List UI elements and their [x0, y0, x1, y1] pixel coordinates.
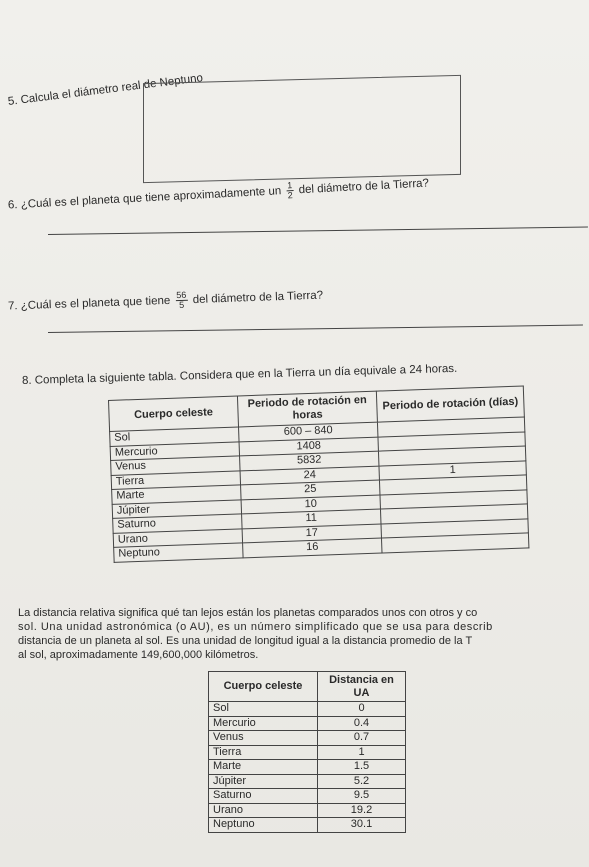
body-name-cell: Venus [209, 731, 318, 746]
body-name-cell: Marte [209, 760, 318, 775]
hours-cell: 1408 [239, 437, 378, 456]
days-cell[interactable]: 1 [379, 460, 526, 480]
hours-cell: 11 [242, 509, 381, 528]
question-7-number: 7. [7, 300, 18, 313]
distance-cell: 0.4 [318, 716, 406, 731]
column-header: Periodo de rotación (días) [376, 386, 524, 422]
body-name-cell: Saturno [209, 789, 318, 804]
astronomical-unit-paragraph [18, 606, 589, 662]
hours-cell: 24 [240, 466, 379, 485]
rotation-period-table [108, 385, 529, 562]
distance-cell: 19.2 [318, 803, 406, 818]
column-header: Cuerpo celeste [209, 672, 318, 702]
paragraph-line: al sol, aproximadamente 149,600,000 kilómetros. [18, 649, 259, 661]
fraction-one-half: $\frac{1}{2}$ [286, 180, 293, 201]
distance-cell: 9.5 [318, 789, 406, 804]
question-7-text-after: del diámetro de la Tierra? [192, 289, 324, 307]
body-name-cell: Marte [112, 485, 241, 504]
distance-cell: 0 [318, 702, 406, 717]
question-8 [22, 363, 458, 387]
hours-cell: 17 [242, 524, 381, 543]
table-row [209, 745, 406, 760]
hours-cell: 10 [241, 495, 380, 514]
question-8-number: 8. [21, 374, 32, 387]
body-name-cell: Urano [113, 528, 242, 547]
body-name-cell: Neptuno [114, 543, 243, 562]
table-row [209, 760, 406, 775]
body-name-cell: Sol [209, 702, 318, 717]
hours-cell: 25 [241, 480, 380, 499]
body-name-cell: Tierra [209, 745, 318, 760]
table-row [209, 803, 406, 818]
paragraph-line: La distancia relativa significa qué tan lejos están los planetas comparados unos con otros y co [18, 607, 478, 619]
table-row [209, 731, 406, 746]
hours-cell: 600 – 840 [239, 422, 378, 441]
body-name-cell: Saturno [113, 514, 242, 533]
question-6-number: 6. [7, 199, 18, 212]
question-5-answer-box[interactable] [143, 75, 461, 183]
hours-cell: 5832 [240, 451, 379, 470]
paragraph-line: distancia de un planeta al sol. Es una unidad de longitud igual a la distancia promedio de la T [18, 635, 473, 647]
question-7-text-before: ¿Cuál es el planeta que tiene [20, 294, 171, 313]
question-5-text: Calcula el diámetro real de Neptuno [19, 72, 204, 107]
body-name-cell: Neptuno [209, 818, 318, 833]
body-name-cell: Venus [111, 456, 240, 475]
distance-au-table [208, 671, 406, 833]
table-row [209, 702, 406, 717]
distance-cell: 1.5 [318, 760, 406, 775]
table-row [209, 789, 406, 804]
fraction-fifty-six-fifths: $\frac{56}{5}$ [176, 289, 187, 311]
question-7-answer-line[interactable] [48, 325, 583, 333]
table-header-row [209, 672, 406, 702]
question-8-text: Completa la siguiente tabla. Considera que en la Tierra un día equivale a 24 horas. [34, 362, 458, 387]
body-name-cell: Sol [110, 427, 239, 446]
column-header: Cuerpo celeste [109, 396, 239, 431]
table-row [209, 716, 406, 731]
question-7 [8, 286, 324, 316]
body-name-cell: Mercurio [209, 716, 318, 731]
body-name-cell: Urano [209, 803, 318, 818]
column-header: Distancia en UA [318, 672, 406, 702]
question-6-text-after: del diámetro de la Tierra? [298, 177, 430, 197]
distance-cell: 0.7 [318, 731, 406, 746]
paragraph-line: sol. Una unidad astronómica (o AU), es un número simplificado que se usa para describ [18, 621, 493, 633]
distance-cell: 1 [318, 745, 406, 760]
distance-cell: 5.2 [318, 774, 406, 789]
table-row [209, 774, 406, 789]
hours-cell: 16 [243, 538, 382, 557]
body-name-cell: Júpiter [209, 774, 318, 789]
question-6-text-before: ¿Cuál es el planeta que tiene aproximadamente un [20, 185, 282, 211]
body-name-cell: Júpiter [112, 499, 241, 518]
question-6-answer-line[interactable] [48, 226, 588, 235]
question-5-number: 5. [7, 94, 19, 108]
column-header: Periodo de rotación en horas [237, 391, 377, 427]
body-name-cell: Mercurio [110, 441, 239, 460]
table-row [209, 818, 406, 833]
distance-cell: 30.1 [318, 818, 406, 833]
body-name-cell: Tierra [111, 470, 240, 489]
